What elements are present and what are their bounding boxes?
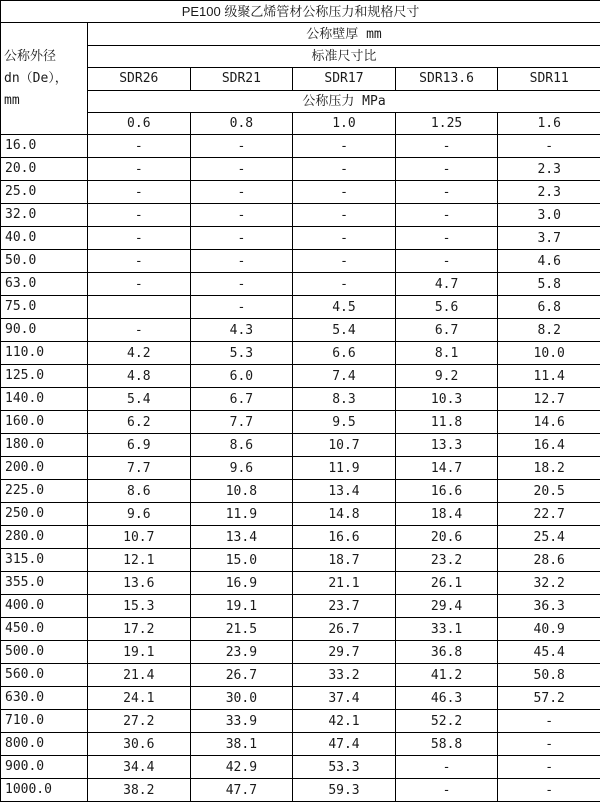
- wall-thickness-cell: 11.4: [498, 365, 600, 388]
- diameter-cell: 32.0: [1, 204, 88, 227]
- wall-thickness-cell: 26.1: [395, 572, 498, 595]
- table-row: [1, 641, 600, 664]
- wall-thickness-cell: 7.7: [190, 411, 293, 434]
- table-body: [1, 135, 600, 802]
- wall-thickness-cell: -: [190, 135, 293, 158]
- diameter-cell: 280.0: [1, 526, 88, 549]
- wall-thickness-cell: 10.8: [190, 480, 293, 503]
- table-row: [1, 526, 600, 549]
- wall-thickness-cell: 4.8: [88, 365, 191, 388]
- wall-thickness-cell: 30.6: [88, 733, 191, 756]
- wall-thickness-cell: 12.7: [498, 388, 600, 411]
- wall-thickness-cell: 8.6: [88, 480, 191, 503]
- wall-thickness-cell: 21.4: [88, 664, 191, 687]
- pressure-header-cell: 1.0: [293, 112, 396, 134]
- wall-thickness-cell: 15.3: [88, 595, 191, 618]
- wall-thickness-cell: 3.7: [498, 227, 600, 250]
- wall-thickness-cell: -: [498, 779, 600, 802]
- diameter-cell: 160.0: [1, 411, 88, 434]
- wall-thickness-cell: 8.1: [395, 342, 498, 365]
- wall-thickness-cell: -: [190, 250, 293, 273]
- diameter-cell: 16.0: [1, 135, 88, 158]
- table-row: [1, 733, 600, 756]
- wall-thickness-cell: 38.1: [190, 733, 293, 756]
- wall-thickness-cell: -: [190, 227, 293, 250]
- outer-diameter-header-line-1: 公称外径: [4, 49, 56, 64]
- sdr-group-header: 标准尺寸比: [88, 45, 600, 67]
- diameter-cell: 630.0: [1, 687, 88, 710]
- wall-thickness-cell: 3.0: [498, 204, 600, 227]
- wall-thickness-cell: 58.8: [395, 733, 498, 756]
- wall-thickness-cell: 5.8: [498, 273, 600, 296]
- wall-thickness-cell: 9.6: [88, 503, 191, 526]
- wall-thickness-cell: 13.4: [293, 480, 396, 503]
- sdr-header-cell: SDR21: [190, 68, 293, 90]
- wall-thickness-cell: 4.3: [190, 319, 293, 342]
- wall-thickness-cell: 10.3: [395, 388, 498, 411]
- wall-thickness-cell: -: [190, 181, 293, 204]
- wall-thickness-cell: 6.7: [190, 388, 293, 411]
- wall-thickness-cell: -: [293, 135, 396, 158]
- wall-thickness-cell: 6.0: [190, 365, 293, 388]
- table-row: [1, 342, 600, 365]
- diameter-cell: 40.0: [1, 227, 88, 250]
- wall-thickness-cell: 38.2: [88, 779, 191, 802]
- wall-thickness-cell: -: [190, 158, 293, 181]
- table-row: [1, 664, 600, 687]
- wall-thickness-cell: 5.3: [190, 342, 293, 365]
- wall-thickness-cell: 14.7: [395, 457, 498, 480]
- diameter-cell: 25.0: [1, 181, 88, 204]
- table-row: [1, 388, 600, 411]
- pressure-header-cell: 1.6: [498, 112, 600, 134]
- wall-thickness-cell: 6.2: [88, 411, 191, 434]
- table-title: PE100 级聚乙烯管材公称压力和规格尺寸: [1, 1, 600, 23]
- diameter-cell: 400.0: [1, 595, 88, 618]
- wall-thickness-cell: 59.3: [293, 779, 396, 802]
- diameter-cell: 900.0: [1, 756, 88, 779]
- wall-thickness-cell: -: [293, 250, 396, 273]
- wall-thickness-cell: 47.4: [293, 733, 396, 756]
- wall-thickness-cell: 7.7: [88, 457, 191, 480]
- diameter-cell: 500.0: [1, 641, 88, 664]
- wall-thickness-cell: 21.5: [190, 618, 293, 641]
- wall-thickness-cell: 50.8: [498, 664, 600, 687]
- diameter-cell: 710.0: [1, 710, 88, 733]
- outer-diameter-header: [1, 23, 88, 135]
- wall-thickness-cell: 25.4: [498, 526, 600, 549]
- table-row: [1, 273, 600, 296]
- wall-thickness-cell: 11.9: [190, 503, 293, 526]
- pressure-header-row: [1, 112, 600, 134]
- sdr-header-cell: SDR13.6: [395, 68, 498, 90]
- wall-thickness-cell: 33.1: [395, 618, 498, 641]
- wall-thickness-cell: 11.8: [395, 411, 498, 434]
- table-row: [1, 549, 600, 572]
- wall-thickness-cell: 36.8: [395, 641, 498, 664]
- sdr-header-row: [1, 68, 600, 90]
- table-row: [1, 779, 600, 802]
- table-row: [1, 618, 600, 641]
- wall-thickness-cell: 45.4: [498, 641, 600, 664]
- wall-thickness-cell: 16.4: [498, 434, 600, 457]
- wall-thickness-cell: 5.4: [88, 388, 191, 411]
- wall-thickness-cell: 19.1: [190, 595, 293, 618]
- wall-thickness-cell: 37.4: [293, 687, 396, 710]
- table-row: [1, 756, 600, 779]
- diameter-cell: 200.0: [1, 457, 88, 480]
- wall-thickness-cell: -: [88, 227, 191, 250]
- wall-thickness-cell: -: [88, 158, 191, 181]
- wall-thickness-cell: 53.3: [293, 756, 396, 779]
- wall-thickness-cell: 34.4: [88, 756, 191, 779]
- table-row: [1, 572, 600, 595]
- sdr-header-cell: SDR11: [498, 68, 600, 90]
- wall-thickness-cell: 26.7: [190, 664, 293, 687]
- wall-thickness-cell: 28.6: [498, 549, 600, 572]
- wall-thickness-cell: 40.9: [498, 618, 600, 641]
- wall-thickness-cell: -: [498, 756, 600, 779]
- wall-thickness-cell: 26.7: [293, 618, 396, 641]
- wall-thickness-cell: -: [395, 158, 498, 181]
- pressure-header-cell: 0.8: [190, 112, 293, 134]
- diameter-cell: 75.0: [1, 296, 88, 319]
- wall-thickness-cell: 42.1: [293, 710, 396, 733]
- wall-thickness-cell: 33.2: [293, 664, 396, 687]
- table-row: [1, 227, 600, 250]
- table-row: [1, 480, 600, 503]
- diameter-cell: 250.0: [1, 503, 88, 526]
- wall-thickness-cell: 4.5: [293, 296, 396, 319]
- wall-thickness-cell: -: [395, 756, 498, 779]
- table-row: [1, 411, 600, 434]
- wall-thickness-cell: -: [395, 779, 498, 802]
- diameter-cell: 50.0: [1, 250, 88, 273]
- wall-thickness-cell: 13.3: [395, 434, 498, 457]
- sdr-header-cell: SDR17: [293, 68, 396, 90]
- sdr-header-cell: SDR26: [88, 68, 191, 90]
- table-row: [1, 204, 600, 227]
- wall-thickness-cell: -: [395, 204, 498, 227]
- wall-thickness-cell: 8.6: [190, 434, 293, 457]
- wall-thickness-cell: 11.9: [293, 457, 396, 480]
- pressure-header-cell: 1.25: [395, 112, 498, 134]
- wall-thickness-cell: 10.7: [293, 434, 396, 457]
- wall-thickness-cell: -: [190, 296, 293, 319]
- wall-thickness-cell: 16.9: [190, 572, 293, 595]
- wall-thickness-cell: 42.9: [190, 756, 293, 779]
- wall-thickness-cell: 10.7: [88, 526, 191, 549]
- wall-thickness-cell: 17.2: [88, 618, 191, 641]
- wall-thickness-cell: -: [498, 733, 600, 756]
- wall-thickness-cell: 2.3: [498, 158, 600, 181]
- wall-thickness-cell: 23.9: [190, 641, 293, 664]
- diameter-cell: 180.0: [1, 434, 88, 457]
- wall-thickness-cell: 12.1: [88, 549, 191, 572]
- wall-thickness-cell: 14.6: [498, 411, 600, 434]
- diameter-cell: 225.0: [1, 480, 88, 503]
- diameter-cell: 1000.0: [1, 779, 88, 802]
- wall-thickness-cell: -: [293, 158, 396, 181]
- wall-thickness-cell: 9.5: [293, 411, 396, 434]
- wall-thickness-cell: 27.2: [88, 710, 191, 733]
- wall-thickness-cell: 6.6: [293, 342, 396, 365]
- wall-thickness-cell: 9.2: [395, 365, 498, 388]
- wall-thickness-cell: 47.7: [190, 779, 293, 802]
- diameter-cell: 450.0: [1, 618, 88, 641]
- wall-thickness-cell: 2.3: [498, 181, 600, 204]
- wall-thickness-cell: -: [395, 227, 498, 250]
- wall-thickness-cell: 23.7: [293, 595, 396, 618]
- wall-thickness-cell: -: [395, 250, 498, 273]
- table-row: [1, 595, 600, 618]
- table-row: [1, 687, 600, 710]
- wall-thickness-cell: 4.2: [88, 342, 191, 365]
- wall-thickness-header: 公称壁厚 mm: [88, 23, 600, 45]
- wall-thickness-cell: 18.4: [395, 503, 498, 526]
- wall-thickness-cell: 18.7: [293, 549, 396, 572]
- wall-thickness-cell: [88, 296, 191, 319]
- wall-thickness-cell: 21.1: [293, 572, 396, 595]
- wall-thickness-cell: 9.6: [190, 457, 293, 480]
- wall-thickness-cell: 24.1: [88, 687, 191, 710]
- table-row: [1, 296, 600, 319]
- wall-thickness-cell: 18.2: [498, 457, 600, 480]
- wall-thickness-cell: 19.1: [88, 641, 191, 664]
- diameter-cell: 355.0: [1, 572, 88, 595]
- table-row: [1, 503, 600, 526]
- wall-thickness-cell: -: [88, 273, 191, 296]
- wall-thickness-cell: 6.9: [88, 434, 191, 457]
- wall-thickness-cell: -: [88, 250, 191, 273]
- table-row: [1, 135, 600, 158]
- wall-thickness-cell: 52.2: [395, 710, 498, 733]
- wall-thickness-cell: -: [88, 204, 191, 227]
- diameter-cell: 315.0: [1, 549, 88, 572]
- wall-thickness-cell: 14.8: [293, 503, 396, 526]
- table-row: [1, 365, 600, 388]
- diameter-cell: 63.0: [1, 273, 88, 296]
- wall-thickness-cell: 10.0: [498, 342, 600, 365]
- wall-thickness-cell: -: [190, 204, 293, 227]
- wall-thickness-cell: -: [88, 181, 191, 204]
- table-row: [1, 457, 600, 480]
- wall-thickness-cell: 46.3: [395, 687, 498, 710]
- table-row: [1, 319, 600, 342]
- diameter-cell: 140.0: [1, 388, 88, 411]
- wall-thickness-cell: 33.9: [190, 710, 293, 733]
- wall-thickness-cell: -: [293, 181, 396, 204]
- wall-thickness-cell: 20.5: [498, 480, 600, 503]
- wall-thickness-cell: 36.3: [498, 595, 600, 618]
- wall-thickness-cell: 29.4: [395, 595, 498, 618]
- wall-thickness-cell: 13.4: [190, 526, 293, 549]
- wall-thickness-cell: -: [190, 273, 293, 296]
- wall-thickness-cell: -: [395, 135, 498, 158]
- outer-diameter-header-line-2: dn（De），: [4, 71, 68, 86]
- wall-thickness-cell: -: [88, 135, 191, 158]
- wall-thickness-cell: 32.2: [498, 572, 600, 595]
- wall-thickness-cell: 23.2: [395, 549, 498, 572]
- wall-thickness-cell: 16.6: [293, 526, 396, 549]
- table-row: [1, 181, 600, 204]
- table-row: [1, 158, 600, 181]
- wall-thickness-cell: 8.2: [498, 319, 600, 342]
- wall-thickness-cell: 6.8: [498, 296, 600, 319]
- diameter-cell: 110.0: [1, 342, 88, 365]
- wall-thickness-cell: -: [498, 135, 600, 158]
- wall-thickness-cell: 41.2: [395, 664, 498, 687]
- wall-thickness-cell: -: [395, 181, 498, 204]
- table-row: [1, 710, 600, 733]
- wall-thickness-cell: 5.6: [395, 296, 498, 319]
- wall-thickness-cell: 4.7: [395, 273, 498, 296]
- wall-thickness-cell: 30.0: [190, 687, 293, 710]
- wall-thickness-cell: 22.7: [498, 503, 600, 526]
- wall-thickness-cell: 29.7: [293, 641, 396, 664]
- diameter-cell: 90.0: [1, 319, 88, 342]
- diameter-cell: 20.0: [1, 158, 88, 181]
- table-row: [1, 434, 600, 457]
- wall-thickness-cell: 7.4: [293, 365, 396, 388]
- diameter-cell: 800.0: [1, 733, 88, 756]
- pressure-header-cell: 0.6: [88, 112, 191, 134]
- wall-thickness-cell: 4.6: [498, 250, 600, 273]
- wall-thickness-cell: 16.6: [395, 480, 498, 503]
- wall-thickness-cell: 8.3: [293, 388, 396, 411]
- diameter-cell: 125.0: [1, 365, 88, 388]
- wall-thickness-cell: -: [293, 227, 396, 250]
- outer-diameter-header-line-3: mm: [4, 93, 20, 108]
- wall-thickness-cell: 5.4: [293, 319, 396, 342]
- wall-thickness-cell: -: [293, 204, 396, 227]
- diameter-cell: 560.0: [1, 664, 88, 687]
- wall-thickness-cell: 6.7: [395, 319, 498, 342]
- wall-thickness-cell: 20.6: [395, 526, 498, 549]
- wall-thickness-cell: 15.0: [190, 549, 293, 572]
- wall-thickness-cell: -: [88, 319, 191, 342]
- wall-thickness-cell: -: [498, 710, 600, 733]
- wall-thickness-cell: 13.6: [88, 572, 191, 595]
- pressure-group-header: 公称压力 MPa: [88, 90, 600, 112]
- wall-thickness-cell: 57.2: [498, 687, 600, 710]
- table-row: [1, 250, 600, 273]
- wall-thickness-cell: -: [293, 273, 396, 296]
